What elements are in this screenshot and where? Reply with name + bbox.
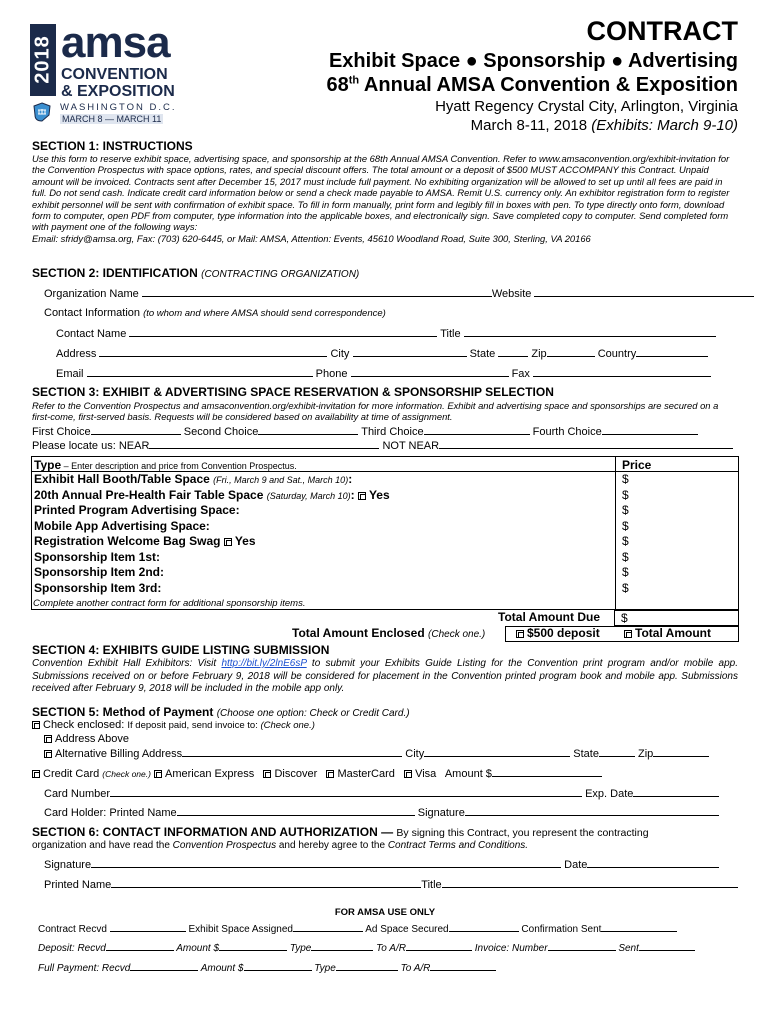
alt-billing-field[interactable] xyxy=(182,747,402,757)
third-choice-field[interactable] xyxy=(424,425,530,435)
city-label: City xyxy=(330,348,350,360)
cc-amount-label: Amount $ xyxy=(444,768,492,780)
deposit-to-ar-field[interactable] xyxy=(406,941,472,951)
contact-name-label: Contact Name xyxy=(56,328,127,340)
invoice-number-label: Invoice: Number xyxy=(474,943,548,954)
logo-dates: MARCH 8 — MARCH 11 xyxy=(62,114,162,124)
full-to-ar-label: To A/R xyxy=(400,963,431,974)
discover-checkbox[interactable] xyxy=(263,770,271,778)
annual-rest: Annual AMSA Convention & Exposition xyxy=(359,74,738,96)
amsa-row-2 xyxy=(38,941,695,954)
auth-signature-label: Signature xyxy=(44,859,92,871)
table-row: Mobile App Advertising Space: xyxy=(34,519,210,533)
cc-amount-field[interactable] xyxy=(492,767,602,777)
logo-line1: CONVENTION xyxy=(61,66,168,83)
total-amount-option[interactable] xyxy=(624,626,711,640)
submission-contact: Email: sfridy@amsa.org, Fax: (703) 620-6445, or Mail: AMSA, Attention: Events, 45610 Woodland Road, Suite 300, Sterling, VA 20166 xyxy=(32,232,591,244)
second-choice-field[interactable] xyxy=(258,425,358,435)
row-check-label: Yes xyxy=(234,534,256,548)
row-label: Exhibit Hall Booth/Table Space xyxy=(34,472,214,486)
total-amount-label: Total Amount xyxy=(635,626,711,640)
near-field[interactable] xyxy=(149,439,379,449)
alt-billing-checkbox[interactable] xyxy=(44,750,52,758)
check-enclosed-note: If deposit paid, send invoice to: xyxy=(127,720,261,731)
amsa-row-3 xyxy=(38,961,496,974)
price-field[interactable]: $ xyxy=(622,488,629,502)
deposit-to-ar-label: To A/R xyxy=(376,943,406,954)
auth-signature-field[interactable] xyxy=(91,858,561,868)
price-field[interactable]: $ xyxy=(622,565,629,579)
deposit-amount-field[interactable] xyxy=(219,941,287,951)
agreement-text-a: organization and have read the xyxy=(32,840,173,851)
amex-label: American Express xyxy=(165,768,255,780)
deposit-amount-label: Amount $ xyxy=(176,943,220,954)
near-row xyxy=(32,439,733,452)
card-holder-label: Card Holder: Printed Name xyxy=(44,807,177,819)
deposit-option[interactable] xyxy=(516,626,600,640)
agreement-text-b: and hereby agree to the xyxy=(276,840,388,851)
type-header xyxy=(34,458,297,472)
logo-year: 2018 xyxy=(31,35,54,84)
table-row xyxy=(34,472,352,486)
confirmation-sent-label: Confirmation Sent xyxy=(521,924,602,935)
selection-table xyxy=(31,456,739,610)
row-label: 20th Annual Pre-Health Fair Table Space xyxy=(34,488,267,502)
instructions-text: Use this form to reserve exhibit space, advertising space, and sponsorship at the 68th Annual AMSA Convention. Refer to www.amsaconvention.org/exhibit-invitation for the Convention Prospectus with space options, rates, and special discount offers. The total amount or a deposit of $500 MUST ACCOMPANY this Contract. Unpaid amount will be invoiced. Contracts sent after December 15, 2017 must include full payment. No exhibiting organization will be allowed to set up until all fees are paid in full. Do not send cash. Indicate credit card information below or send a check made payable to AMSA. Remit U.S. currency only. An exhibitor registration form to register exhibit personnel will be sent with confirmation of exhibit space. To fill in form manually, print form and legibly fill in boxes with pen. To type directly onto form, download form to computer, open PDF from computer, type information into the applicable boxes, and electronically sign. Save completed copy to computer. Send completed form with payment one of the following ways: xyxy=(32,153,730,233)
event-dates-main: March 8-11, 2018 xyxy=(470,117,592,134)
visa-checkbox[interactable] xyxy=(404,770,412,778)
contract-recvd-label: Contract Recvd xyxy=(38,924,107,935)
total-enclosed-note: (Check one.) xyxy=(428,629,486,640)
exhibit-assigned-field[interactable] xyxy=(293,922,363,932)
terms-ref: Contract Terms and Conditions. xyxy=(387,840,529,851)
alt-billing-label: Alternative Billing Address xyxy=(55,748,183,760)
full-amount-label: Amount $ xyxy=(200,963,244,974)
row-check-label: Yes xyxy=(368,488,390,502)
credit-card-note: (Check one.) xyxy=(102,769,151,779)
section6-title-text: SECTION 6: CONTACT INFORMATION AND AUTHORIZATION — xyxy=(32,825,397,839)
auth-date-label: Date xyxy=(564,859,588,871)
check-enclosed-label: Check enclosed: xyxy=(43,719,128,731)
website-label: Website xyxy=(491,288,532,300)
choice-row xyxy=(32,425,698,438)
credit-card-row xyxy=(32,767,602,780)
section1-body xyxy=(32,153,738,244)
org-name-row xyxy=(44,287,754,300)
card-holder-field[interactable] xyxy=(177,806,415,816)
price-header: Price xyxy=(622,458,652,472)
section2-title-text: SECTION 2: IDENTIFICATION xyxy=(32,266,202,280)
state-label: State xyxy=(469,348,496,360)
contact-info-note: (to whom and where AMSA should send correspondence) xyxy=(143,308,386,319)
section1-title: SECTION 1: INSTRUCTIONS xyxy=(32,139,193,153)
ad-secured-field[interactable] xyxy=(449,922,519,932)
phone-label: Phone xyxy=(315,368,348,380)
total-due-field[interactable] xyxy=(614,610,739,626)
price-field[interactable]: $ xyxy=(622,581,629,595)
billing-state-label: State xyxy=(573,748,599,760)
table-row xyxy=(34,488,390,502)
row-note: (Saturday, March 10) xyxy=(266,491,351,501)
section2-note: (CONTRACTING ORGANIZATION) xyxy=(201,269,360,280)
exhibit-assigned-label: Exhibit Space Assigned xyxy=(188,924,293,935)
section3-body: Refer to the Convention Prospectus and amsaconvention.org/exhibit-invitation for more information. Exhibit and advertising space and sponsorships are secured on a first-come, first-served basis. Requests will be considered based on availability at time of assignment. xyxy=(32,400,719,423)
invoice-sent-field[interactable] xyxy=(639,941,695,951)
section6-title xyxy=(32,825,649,839)
full-type-label: Type xyxy=(314,963,336,974)
section6-lead: By signing this Contract, you represent the contracting xyxy=(396,827,649,839)
table-footnote: Complete another contract form for additional sponsorship items. xyxy=(33,598,306,609)
row-end: : xyxy=(350,488,355,502)
row-note: (Fri., March 9 and Sat., March 10) xyxy=(213,475,349,485)
billing-zip-field[interactable] xyxy=(653,747,709,757)
auth-title-field[interactable] xyxy=(442,878,738,888)
invoice-sent-label: Sent xyxy=(618,943,639,954)
annual-sup: th xyxy=(348,74,360,87)
section6-agreement xyxy=(32,840,528,851)
table-row: Sponsorship Item 3rd: xyxy=(34,581,162,595)
type-header-note: – Enter description and price from Convention Prospectus. xyxy=(61,461,297,471)
amsa-use-only xyxy=(32,907,738,974)
exhibit-dates: (Exhibits: March 9-10) xyxy=(591,117,738,134)
exp-date-field[interactable] xyxy=(633,787,719,797)
ad-secured-label: Ad Space Secured xyxy=(365,924,449,935)
deposit-recvd-field[interactable] xyxy=(106,941,174,951)
total-due-label: Total Amount Due xyxy=(498,610,600,624)
billing-state-field[interactable] xyxy=(599,747,635,757)
card-holder-row xyxy=(44,806,719,819)
price-field[interactable]: $ xyxy=(622,550,629,564)
first-choice-label: First Choice xyxy=(32,426,91,438)
prehealth-yes-checkbox[interactable] xyxy=(358,492,366,500)
email-field[interactable] xyxy=(87,367,313,377)
deposit-label: $500 deposit xyxy=(527,626,600,640)
type-header-label: Type xyxy=(34,458,62,472)
capitol-seal-icon xyxy=(32,102,52,122)
contact-info-label: Contact Information xyxy=(44,307,144,319)
confirmation-sent-field[interactable] xyxy=(601,922,677,932)
table-row: Sponsorship Item 2nd: xyxy=(34,565,165,579)
prospectus-ref: Convention Prospectus xyxy=(172,840,277,851)
auth-date-field[interactable] xyxy=(587,858,719,868)
second-choice-label: Second Choice xyxy=(183,426,259,438)
near-label: Please locate us: NEAR xyxy=(32,440,150,452)
table-row: Sponsorship Item 1st: xyxy=(34,550,161,564)
section4-body xyxy=(32,658,738,696)
annual-heading xyxy=(326,74,738,97)
logo-city: WASHINGTON D.C. xyxy=(60,102,177,113)
zip-field[interactable] xyxy=(547,347,595,357)
section4-pre: Convention Exhibit Hall Exhibitors: Visit xyxy=(32,658,222,669)
price-field[interactable]: $ xyxy=(622,503,629,517)
check-enclosed-check-one: (Check one.) xyxy=(260,720,315,731)
address-row xyxy=(56,347,708,360)
section4-post: to submit your Exhibits Guide Listing for the Convention print program and/or mobile app. Submissions received on or before February 9, 2018 will be considered for placement in the Convention printed program book and mobile app. Submissions received after February 9, 2018 will be included in the mobile app only. xyxy=(32,658,739,694)
address-above-row xyxy=(44,733,129,745)
auth-signature-row xyxy=(44,858,719,871)
website-field[interactable] xyxy=(534,287,754,297)
credit-card-checkbox[interactable] xyxy=(32,770,40,778)
page-subtitle: Exhibit Space ● Sponsorship ● Advertising xyxy=(328,50,738,72)
price-field[interactable]: $ xyxy=(622,534,629,548)
deposit-type-label: Type xyxy=(289,943,312,954)
price-field[interactable]: $ xyxy=(622,472,629,486)
full-to-ar-field[interactable] xyxy=(430,961,496,971)
card-number-label: Card Number xyxy=(44,788,111,800)
venue: Hyatt Regency Crystal City, Arlington, Virginia xyxy=(435,98,738,115)
section5-title xyxy=(32,705,410,719)
auth-printed-field[interactable] xyxy=(111,878,421,888)
alt-billing-row xyxy=(44,747,709,760)
full-amount-field[interactable] xyxy=(244,961,312,971)
third-choice-label: Third Choice xyxy=(361,426,424,438)
country-field[interactable] xyxy=(636,347,708,357)
section3-title: SECTION 3: EXHIBIT & ADVERTISING SPACE RESERVATION & SPONSORSHIP SELECTION xyxy=(32,385,554,399)
fax-label: Fax xyxy=(511,368,530,380)
city-field[interactable] xyxy=(353,347,467,357)
org-name-field[interactable] xyxy=(142,287,492,297)
total-due-dollar: $ xyxy=(621,611,628,625)
total-enclosed-label xyxy=(292,626,485,640)
total-amount-checkbox[interactable] xyxy=(624,630,632,638)
cc-signature-label: Signature xyxy=(417,807,465,819)
visa-label: Visa xyxy=(415,768,437,780)
contract-recvd-field[interactable] xyxy=(110,922,186,932)
swag-yes-checkbox[interactable] xyxy=(224,538,232,546)
check-enclosed-checkbox[interactable] xyxy=(32,721,40,729)
invoice-number-field[interactable] xyxy=(548,941,616,951)
title-label: Title xyxy=(440,328,461,340)
deposit-checkbox[interactable] xyxy=(516,630,524,638)
table-row: Printed Program Advertising Space: xyxy=(34,503,240,517)
first-choice-field[interactable] xyxy=(91,425,181,435)
address-above-label: Address Above xyxy=(55,733,129,745)
fax-field[interactable] xyxy=(533,367,711,377)
logo-brand: amsa xyxy=(61,18,170,67)
mastercard-label: MasterCard xyxy=(337,768,395,780)
org-name-label: Organization Name xyxy=(44,288,139,300)
section2-title xyxy=(32,266,359,280)
table-row xyxy=(34,534,256,548)
phone-field[interactable] xyxy=(351,367,509,377)
email-row xyxy=(56,367,711,380)
mastercard-checkbox[interactable] xyxy=(326,770,334,778)
full-type-field[interactable] xyxy=(336,961,398,971)
discover-label: Discover xyxy=(274,768,318,780)
table-divider xyxy=(615,457,616,609)
fourth-choice-field[interactable] xyxy=(602,425,698,435)
exp-date-label: Exp. Date xyxy=(585,788,634,800)
row-end: : xyxy=(348,472,353,486)
contact-name-row xyxy=(56,327,716,340)
contact-info-row xyxy=(44,307,386,319)
section5-title-text: SECTION 5: Method of Payment xyxy=(32,705,217,719)
logo-line2: & EXPOSITION xyxy=(61,83,175,100)
not-near-field[interactable] xyxy=(439,439,733,449)
billing-zip-label: Zip xyxy=(638,748,654,760)
billing-city-label: City xyxy=(405,748,425,760)
check-enclosed-row xyxy=(32,719,315,731)
auth-title-label: Title xyxy=(421,879,442,891)
row-label: Registration Welcome Bag Swag xyxy=(34,534,221,548)
annual-number: 68 xyxy=(326,74,349,96)
page-title: CONTRACT xyxy=(586,16,738,46)
state-field[interactable] xyxy=(498,347,528,357)
zip-label: Zip xyxy=(531,348,547,360)
deposit-type-field[interactable] xyxy=(311,941,373,951)
total-enclosed-text: Total Amount Enclosed xyxy=(292,626,429,640)
full-payment-label: Full Payment: Recvd xyxy=(38,963,131,974)
card-number-field[interactable] xyxy=(110,787,582,797)
deposit-recvd-label: Deposit: Recvd xyxy=(38,943,106,954)
title-field[interactable] xyxy=(464,327,716,337)
billing-city-field[interactable] xyxy=(424,747,570,757)
amsa-row-1 xyxy=(38,922,677,935)
amsa-logo xyxy=(30,18,220,124)
not-near-label: NOT NEAR xyxy=(382,440,440,452)
price-field[interactable]: $ xyxy=(622,519,629,533)
card-number-row xyxy=(44,787,719,800)
section4-title: SECTION 4: EXHIBITS GUIDE LISTING SUBMISSION xyxy=(32,643,330,657)
logo-year-badge xyxy=(30,24,56,96)
address-label: Address xyxy=(56,348,97,360)
email-label: Email xyxy=(56,368,84,380)
fourth-choice-label: Fourth Choice xyxy=(532,426,602,438)
contact-name-field[interactable] xyxy=(129,327,437,337)
address-above-checkbox[interactable] xyxy=(44,735,52,743)
full-payment-field[interactable] xyxy=(130,961,198,971)
amsa-use-title: FOR AMSA USE ONLY xyxy=(334,907,436,918)
amex-checkbox[interactable] xyxy=(154,770,162,778)
address-field[interactable] xyxy=(99,347,327,357)
exhibits-guide-link[interactable]: http://bit.ly/2lnE6sP xyxy=(221,658,307,669)
credit-card-label: Credit Card xyxy=(43,768,103,780)
event-dates xyxy=(471,117,738,134)
section5-note: (Choose one option: Check or Credit Card.) xyxy=(216,708,410,719)
cc-signature-field[interactable] xyxy=(465,806,719,816)
auth-printed-label: Printed Name xyxy=(44,879,112,891)
country-label: Country xyxy=(597,348,637,360)
auth-printed-row xyxy=(44,878,738,891)
